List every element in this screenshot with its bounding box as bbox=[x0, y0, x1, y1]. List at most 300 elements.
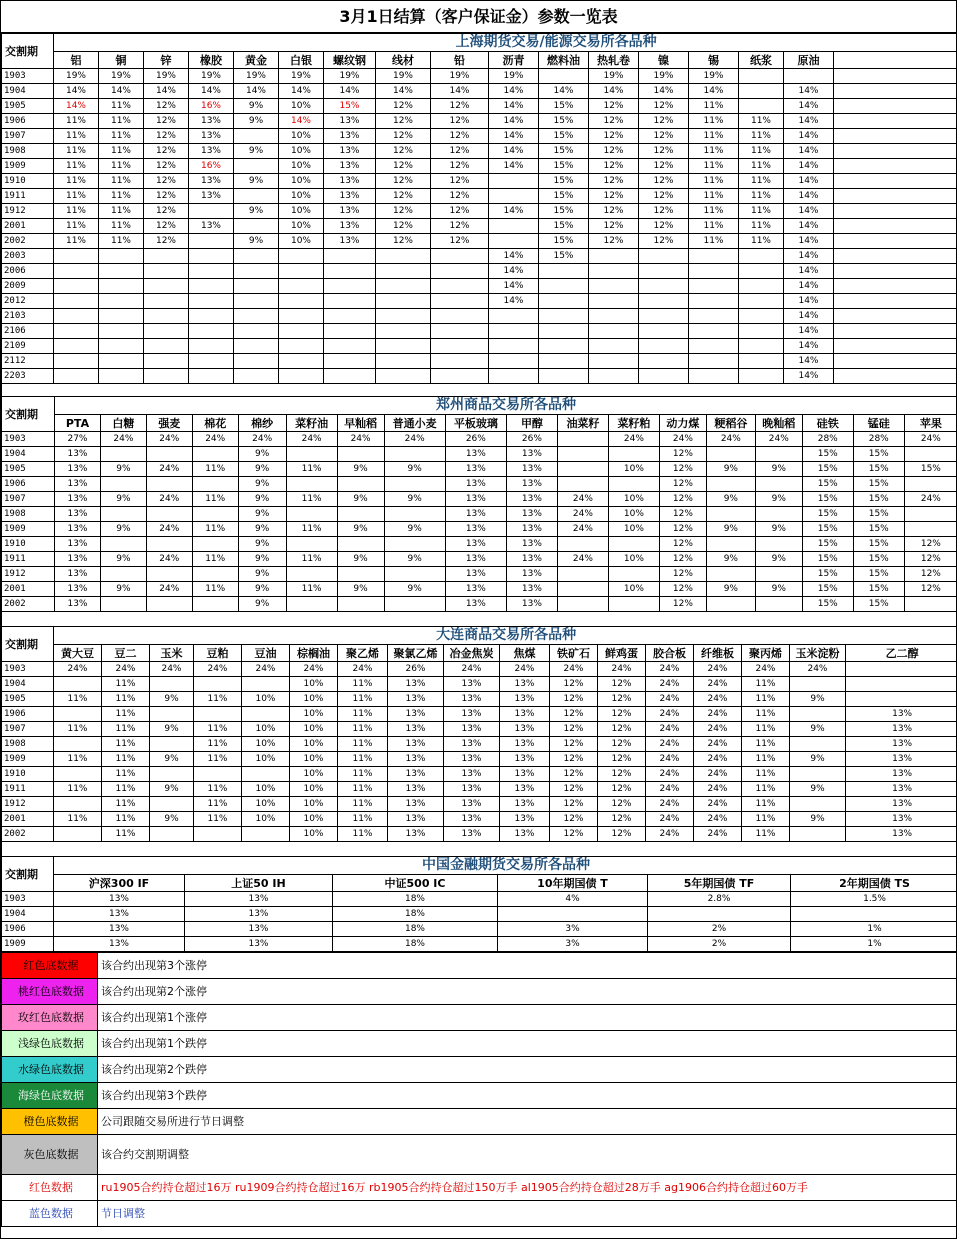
margin-cell bbox=[194, 677, 242, 692]
column-header: 线材 bbox=[376, 52, 431, 69]
table-row bbox=[2, 662, 957, 677]
margin-cell bbox=[648, 907, 791, 922]
margin-cell: 12% bbox=[659, 462, 706, 477]
margin-cell: 12% bbox=[144, 159, 189, 174]
margin-cell: 2% bbox=[648, 922, 791, 937]
legend-key: 海绿色底数据 bbox=[2, 1083, 98, 1109]
delivery-period: 1905 bbox=[2, 692, 54, 707]
margin-cell bbox=[194, 827, 242, 842]
margin-cell: 9% bbox=[790, 752, 846, 767]
margin-cell bbox=[234, 279, 279, 294]
margin-cell: 11% bbox=[742, 797, 790, 812]
delivery-period: 1903 bbox=[2, 892, 54, 907]
margin-cell: 11% bbox=[99, 159, 144, 174]
delivery-period: 2002 bbox=[2, 827, 54, 842]
legend-row bbox=[2, 1109, 957, 1135]
margin-cell: 13% bbox=[55, 567, 101, 582]
margin-cell: 12% bbox=[598, 707, 646, 722]
legend-row bbox=[2, 1005, 957, 1031]
margin-cell bbox=[286, 597, 337, 612]
margin-cell: 19% bbox=[489, 69, 539, 84]
table-row bbox=[2, 432, 957, 447]
margin-cell: 13% bbox=[54, 907, 185, 922]
margin-cell: 28% bbox=[802, 432, 853, 447]
margin-cell: 10% bbox=[608, 582, 659, 597]
margin-cell bbox=[189, 204, 234, 219]
margin-cell: 14% bbox=[431, 84, 489, 99]
margin-cell: 10% bbox=[290, 827, 338, 842]
margin-cell: 14% bbox=[489, 159, 539, 174]
delivery-period: 1910 bbox=[2, 537, 55, 552]
margin-cell: 9% bbox=[238, 537, 286, 552]
column-header: 棕榈油 bbox=[290, 645, 338, 662]
margin-cell: 19% bbox=[189, 69, 234, 84]
margin-cell bbox=[324, 324, 376, 339]
margin-cell: 12% bbox=[639, 189, 689, 204]
margin-cell bbox=[337, 507, 384, 522]
margin-cell: 11% bbox=[739, 114, 784, 129]
margin-cell: 11% bbox=[194, 692, 242, 707]
margin-cell: 11% bbox=[192, 462, 238, 477]
column-header: 硅铁 bbox=[802, 415, 853, 432]
margin-cell: 9% bbox=[234, 144, 279, 159]
margin-cell: 11% bbox=[99, 114, 144, 129]
margin-cell: 15% bbox=[853, 492, 904, 507]
margin-cell: 14% bbox=[54, 99, 99, 114]
margin-cell: 14% bbox=[784, 144, 834, 159]
column-header: 豆二 bbox=[102, 645, 150, 662]
margin-cell bbox=[100, 537, 146, 552]
legend-row bbox=[2, 1031, 957, 1057]
margin-cell: 9% bbox=[100, 582, 146, 597]
margin-cell bbox=[431, 309, 489, 324]
margin-cell: 12% bbox=[376, 219, 431, 234]
column-header: 沪深300 IF bbox=[54, 875, 185, 892]
margin-cell bbox=[54, 309, 99, 324]
margin-cell: 14% bbox=[784, 324, 834, 339]
margin-cell bbox=[337, 477, 384, 492]
margin-cell: 11% bbox=[54, 692, 102, 707]
table-row bbox=[2, 537, 957, 552]
margin-cell: 24% bbox=[337, 432, 384, 447]
margin-cell: 9% bbox=[234, 174, 279, 189]
margin-cell: 13% bbox=[444, 812, 500, 827]
margin-cell: 13% bbox=[500, 722, 550, 737]
margin-cell bbox=[834, 354, 957, 369]
margin-cell bbox=[834, 129, 957, 144]
margin-cell: 15% bbox=[539, 99, 589, 114]
margin-cell: 13% bbox=[185, 937, 333, 952]
margin-cell: 12% bbox=[376, 189, 431, 204]
margin-cell: 14% bbox=[489, 114, 539, 129]
margin-cell: 24% bbox=[694, 752, 742, 767]
margin-cell bbox=[834, 369, 957, 384]
delivery-period: 2012 bbox=[2, 294, 54, 309]
section-gap bbox=[1, 842, 956, 856]
margin-cell: 14% bbox=[489, 129, 539, 144]
margin-cell bbox=[337, 537, 384, 552]
margin-cell: 14% bbox=[589, 84, 639, 99]
margin-cell: 10% bbox=[608, 552, 659, 567]
margin-cell bbox=[608, 447, 659, 462]
delivery-period: 1904 bbox=[2, 447, 55, 462]
margin-cell bbox=[431, 324, 489, 339]
margin-cell bbox=[286, 477, 337, 492]
column-header: 平板玻璃 bbox=[445, 415, 506, 432]
margin-cell: 9% bbox=[384, 522, 445, 537]
margin-cell bbox=[384, 597, 445, 612]
margin-cell: 12% bbox=[904, 567, 957, 582]
margin-cell bbox=[489, 324, 539, 339]
margin-cell bbox=[589, 369, 639, 384]
table-row bbox=[2, 99, 957, 114]
margin-cell: 12% bbox=[659, 537, 706, 552]
margin-cell bbox=[146, 567, 192, 582]
margin-cell: 18% bbox=[333, 892, 498, 907]
margin-cell bbox=[99, 369, 144, 384]
page-title: 3月1日结算（客户保证金）参数一览表 bbox=[1, 1, 956, 33]
margin-cell bbox=[146, 537, 192, 552]
margin-cell: 15% bbox=[853, 462, 904, 477]
table-row bbox=[2, 339, 957, 354]
margin-cell bbox=[150, 707, 194, 722]
margin-cell: 11% bbox=[99, 129, 144, 144]
margin-cell: 12% bbox=[598, 827, 646, 842]
margin-cell: 12% bbox=[598, 797, 646, 812]
margin-cell: 12% bbox=[550, 827, 598, 842]
margin-cell bbox=[489, 369, 539, 384]
margin-cell: 13% bbox=[506, 462, 557, 477]
margin-cell: 12% bbox=[550, 752, 598, 767]
margin-cell bbox=[834, 249, 957, 264]
margin-cell: 15% bbox=[853, 477, 904, 492]
column-header: 油菜籽 bbox=[557, 415, 608, 432]
margin-cell bbox=[846, 662, 957, 677]
margin-cell: 19% bbox=[431, 69, 489, 84]
margin-cell: 11% bbox=[192, 552, 238, 567]
margin-cell bbox=[189, 294, 234, 309]
margin-cell: 11% bbox=[739, 234, 784, 249]
margin-cell: 15% bbox=[802, 492, 853, 507]
margin-cell: 26% bbox=[388, 662, 444, 677]
margin-cell: 13% bbox=[324, 144, 376, 159]
margin-cell: 12% bbox=[598, 782, 646, 797]
margin-cell: 12% bbox=[144, 219, 189, 234]
margin-cell: 13% bbox=[445, 492, 506, 507]
margin-cell: 11% bbox=[194, 797, 242, 812]
margin-cell: 11% bbox=[338, 722, 388, 737]
margin-cell: 11% bbox=[338, 737, 388, 752]
delivery-period: 1907 bbox=[2, 722, 54, 737]
margin-cell: 19% bbox=[589, 69, 639, 84]
margin-cell bbox=[689, 249, 739, 264]
margin-cell: 24% bbox=[694, 707, 742, 722]
margin-cell: 13% bbox=[445, 462, 506, 477]
margin-cell: 14% bbox=[784, 129, 834, 144]
margin-cell: 12% bbox=[589, 159, 639, 174]
margin-cell: 13% bbox=[444, 707, 500, 722]
margin-cell: 12% bbox=[376, 114, 431, 129]
margin-cell: 12% bbox=[639, 219, 689, 234]
margin-cell bbox=[904, 597, 957, 612]
column-header: 5年期国债 TF bbox=[648, 875, 791, 892]
column-header: 铝 bbox=[54, 52, 99, 69]
margin-cell: 14% bbox=[784, 189, 834, 204]
margin-cell: 12% bbox=[550, 812, 598, 827]
margin-cell: 19% bbox=[324, 69, 376, 84]
margin-cell: 13% bbox=[55, 522, 101, 537]
margin-cell: 24% bbox=[384, 432, 445, 447]
column-header: 胶合板 bbox=[646, 645, 694, 662]
margin-cell: 9% bbox=[337, 522, 384, 537]
margin-cell: 13% bbox=[444, 677, 500, 692]
margin-cell: 13% bbox=[185, 907, 333, 922]
margin-cell: 9% bbox=[150, 752, 194, 767]
margin-cell bbox=[539, 339, 589, 354]
margin-cell bbox=[834, 309, 957, 324]
margin-cell: 11% bbox=[194, 752, 242, 767]
margin-cell: 12% bbox=[431, 234, 489, 249]
margin-cell: 13% bbox=[185, 922, 333, 937]
margin-cell: 28% bbox=[853, 432, 904, 447]
table-row bbox=[2, 129, 957, 144]
table-row bbox=[2, 447, 957, 462]
margin-cell: 9% bbox=[384, 582, 445, 597]
margin-cell: 14% bbox=[784, 99, 834, 114]
margin-cell: 15% bbox=[539, 204, 589, 219]
margin-cell: 24% bbox=[646, 827, 694, 842]
margin-cell: 9% bbox=[234, 114, 279, 129]
delivery-period: 2203 bbox=[2, 369, 54, 384]
note-row-red bbox=[2, 1175, 957, 1201]
margin-cell: 12% bbox=[431, 174, 489, 189]
margin-cell bbox=[904, 477, 957, 492]
margin-cell bbox=[608, 567, 659, 582]
table-row bbox=[2, 582, 957, 597]
margin-cell: 9% bbox=[755, 492, 802, 507]
margin-cell bbox=[790, 737, 846, 752]
margin-cell: 13% bbox=[444, 722, 500, 737]
margin-cell: 13% bbox=[500, 707, 550, 722]
margin-cell bbox=[189, 234, 234, 249]
margin-cell: 13% bbox=[55, 537, 101, 552]
table-row bbox=[2, 354, 957, 369]
margin-cell bbox=[146, 477, 192, 492]
table-row bbox=[2, 707, 957, 722]
column-header: 燃料油 bbox=[539, 52, 589, 69]
margin-cell: 9% bbox=[337, 462, 384, 477]
margin-cell bbox=[384, 537, 445, 552]
margin-cell bbox=[834, 69, 957, 84]
margin-cell: 10% bbox=[279, 234, 324, 249]
margin-cell: 12% bbox=[598, 752, 646, 767]
margin-cell: 15% bbox=[324, 99, 376, 114]
column-header: 沥青 bbox=[489, 52, 539, 69]
margin-cell: 15% bbox=[539, 234, 589, 249]
legend-key: 橙色底数据 bbox=[2, 1109, 98, 1135]
margin-cell: 14% bbox=[784, 204, 834, 219]
margin-cell: 10% bbox=[290, 737, 338, 752]
table-row bbox=[2, 324, 957, 339]
delivery-period: 2001 bbox=[2, 582, 55, 597]
margin-cell: 14% bbox=[489, 294, 539, 309]
margin-cell: 14% bbox=[489, 99, 539, 114]
margin-cell bbox=[608, 597, 659, 612]
margin-cell bbox=[834, 144, 957, 159]
margin-cell: 24% bbox=[694, 737, 742, 752]
margin-cell: 13% bbox=[388, 812, 444, 827]
margin-cell bbox=[557, 597, 608, 612]
margin-cell bbox=[498, 907, 648, 922]
margin-cell bbox=[790, 707, 846, 722]
table-row bbox=[2, 249, 957, 264]
margin-cell bbox=[146, 507, 192, 522]
margin-cell bbox=[739, 309, 784, 324]
column-header: 10年期国债 T bbox=[498, 875, 648, 892]
column-header: 鲜鸡蛋 bbox=[598, 645, 646, 662]
margin-cell bbox=[234, 189, 279, 204]
margin-cell: 11% bbox=[99, 144, 144, 159]
margin-cell bbox=[337, 597, 384, 612]
margin-cell: 9% bbox=[238, 552, 286, 567]
margin-cell: 15% bbox=[802, 552, 853, 567]
margin-cell bbox=[279, 294, 324, 309]
margin-cell: 11% bbox=[689, 174, 739, 189]
margin-cell: 12% bbox=[639, 144, 689, 159]
margin-cell: 19% bbox=[144, 69, 189, 84]
margin-cell: 11% bbox=[102, 782, 150, 797]
margin-cell: 12% bbox=[589, 114, 639, 129]
margin-cell: 11% bbox=[102, 767, 150, 782]
margin-cell: 13% bbox=[55, 477, 101, 492]
margin-cell: 13% bbox=[445, 477, 506, 492]
margin-cell: 10% bbox=[242, 812, 290, 827]
margin-cell: 13% bbox=[388, 827, 444, 842]
margin-cell bbox=[834, 159, 957, 174]
margin-cell: 16% bbox=[189, 99, 234, 114]
margin-cell: 24% bbox=[550, 662, 598, 677]
margin-cell: 24% bbox=[500, 662, 550, 677]
margin-cell: 9% bbox=[238, 522, 286, 537]
margin-cell: 15% bbox=[853, 597, 904, 612]
margin-cell: 10% bbox=[290, 707, 338, 722]
margin-cell: 24% bbox=[646, 752, 694, 767]
margin-cell: 4% bbox=[498, 892, 648, 907]
margin-cell: 14% bbox=[489, 144, 539, 159]
margin-cell: 3% bbox=[498, 922, 648, 937]
margin-cell bbox=[431, 339, 489, 354]
margin-cell: 11% bbox=[194, 722, 242, 737]
margin-cell: 12% bbox=[431, 99, 489, 114]
margin-cell: 13% bbox=[388, 737, 444, 752]
margin-cell: 24% bbox=[102, 662, 150, 677]
margin-cell: 14% bbox=[489, 264, 539, 279]
margin-cell: 14% bbox=[784, 234, 834, 249]
margin-cell: 9% bbox=[100, 462, 146, 477]
margin-cell bbox=[279, 309, 324, 324]
margin-cell bbox=[755, 447, 802, 462]
column-header: 晚籼稻 bbox=[755, 415, 802, 432]
margin-cell bbox=[539, 324, 589, 339]
margin-cell: 12% bbox=[589, 189, 639, 204]
margin-cell bbox=[194, 767, 242, 782]
margin-cell bbox=[639, 309, 689, 324]
margin-cell bbox=[234, 339, 279, 354]
delivery-period: 1908 bbox=[2, 507, 55, 522]
margin-cell: 12% bbox=[376, 99, 431, 114]
margin-cell: 11% bbox=[689, 129, 739, 144]
margin-cell: 12% bbox=[376, 129, 431, 144]
margin-cell: 24% bbox=[646, 812, 694, 827]
margin-cell bbox=[834, 294, 957, 309]
margin-cell: 13% bbox=[444, 767, 500, 782]
margin-cell: 9% bbox=[706, 462, 755, 477]
margin-cell bbox=[192, 537, 238, 552]
margin-cell: 10% bbox=[290, 782, 338, 797]
margin-cell bbox=[54, 264, 99, 279]
column-header: 铁矿石 bbox=[550, 645, 598, 662]
margin-cell bbox=[557, 582, 608, 597]
delivery-period: 1912 bbox=[2, 567, 55, 582]
margin-cell: 12% bbox=[659, 522, 706, 537]
margin-cell: 14% bbox=[784, 369, 834, 384]
column-header: 纸浆 bbox=[739, 52, 784, 69]
margin-cell: 11% bbox=[742, 827, 790, 842]
margin-cell bbox=[689, 324, 739, 339]
margin-cell: 19% bbox=[689, 69, 739, 84]
margin-cell: 11% bbox=[99, 204, 144, 219]
margin-cell: 13% bbox=[189, 189, 234, 204]
margin-cell: 24% bbox=[646, 797, 694, 812]
margin-cell: 12% bbox=[376, 144, 431, 159]
margin-cell: 14% bbox=[279, 114, 324, 129]
margin-cell bbox=[904, 522, 957, 537]
margin-cell: 13% bbox=[324, 174, 376, 189]
margin-cell: 19% bbox=[279, 69, 324, 84]
margin-cell bbox=[337, 567, 384, 582]
margin-cell: 13% bbox=[54, 892, 185, 907]
margin-cell: 11% bbox=[739, 219, 784, 234]
margin-cell bbox=[144, 309, 189, 324]
margin-cell: 14% bbox=[489, 249, 539, 264]
margin-cell: 9% bbox=[150, 692, 194, 707]
margin-cell bbox=[376, 294, 431, 309]
column-header: 黄金 bbox=[234, 52, 279, 69]
margin-cell bbox=[54, 369, 99, 384]
margin-cell: 15% bbox=[802, 537, 853, 552]
margin-cell bbox=[834, 279, 957, 294]
margin-cell bbox=[54, 737, 102, 752]
column-header: 橡胶 bbox=[189, 52, 234, 69]
margin-cell bbox=[589, 249, 639, 264]
margin-cell: 24% bbox=[706, 432, 755, 447]
margin-cell: 12% bbox=[550, 737, 598, 752]
margin-cell bbox=[150, 797, 194, 812]
margin-cell bbox=[234, 219, 279, 234]
margin-cell: 13% bbox=[444, 797, 500, 812]
margin-cell bbox=[189, 339, 234, 354]
margin-cell: 12% bbox=[659, 492, 706, 507]
margin-cell: 12% bbox=[598, 812, 646, 827]
margin-cell: 15% bbox=[853, 537, 904, 552]
margin-cell: 11% bbox=[286, 522, 337, 537]
margin-cell: 12% bbox=[431, 219, 489, 234]
margin-cell: 12% bbox=[589, 234, 639, 249]
margin-cell: 11% bbox=[742, 692, 790, 707]
margin-cell bbox=[286, 447, 337, 462]
column-header: 原油 bbox=[784, 52, 834, 69]
margin-cell: 13% bbox=[189, 219, 234, 234]
